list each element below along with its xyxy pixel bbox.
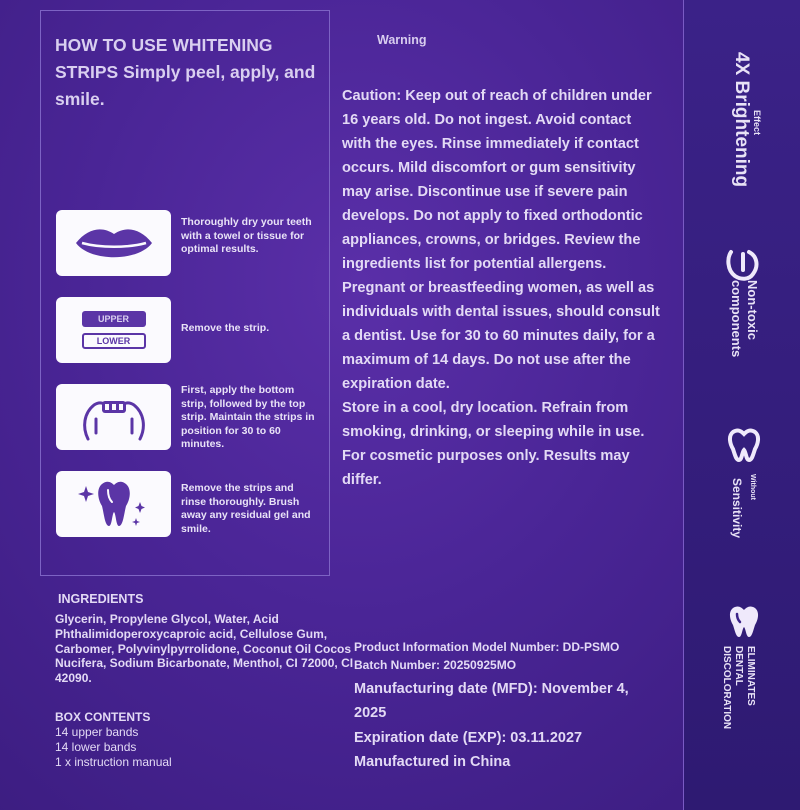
leaf-drop-icon xyxy=(723,246,763,284)
lips-icon xyxy=(74,220,154,266)
step-4-text: Remove the strips and rinse thoroughly. Brush away any residual gel and smile. xyxy=(181,482,311,535)
origin: Manufactured in China xyxy=(354,754,511,770)
box-contents-title: BOX CONTENTS xyxy=(55,710,151,724)
step-3-text: First, apply the bottom strip, followed by the top strip. Maintain the strips in position for 30 to 60 minutes. xyxy=(181,384,315,450)
step-1-icon-box xyxy=(56,210,171,276)
lower-strip-label: LOWER xyxy=(96,336,131,346)
warning-body xyxy=(342,84,660,492)
nontoxic-line2: components xyxy=(729,280,744,358)
effect-label: Effect xyxy=(752,110,762,136)
expiration-date: Expiration date (EXP): 03.11.2027 xyxy=(354,730,583,746)
warning-caution-text: Caution: Keep out of reach of children under 16 years old. Do not ingest. Avoid contact with the eyes. Rinse immediately if contact occurs. Mild discomfort or gum sensitivity may arise. Discontinue use if severe pain develops. Do not apply to fixed orthodontic appliances, crowns, or bridges. Review the ingredients list for potential allergens. Pregnant or breastfeeding women, as well as individuals with dental issues, should consult a dentist. Use for 30 to 60 minutes daily, for a maximum of 14 days. Do not use after the expiration date. xyxy=(342,88,660,392)
sensitivity-label: Sensitivity xyxy=(730,478,744,539)
box-contents-item: 1 x instruction manual xyxy=(55,755,172,769)
manufacturing-date: Manufacturing date (MFD): November 4, 2025 xyxy=(354,681,629,721)
eliminates-line3: DISCOLORATION xyxy=(721,646,732,730)
hands-applying-icon xyxy=(74,389,154,445)
eliminates-line1: ELIMINATES xyxy=(745,646,756,706)
sparkling-tooth-icon xyxy=(74,476,154,532)
nontoxic-line1: Non-toxic xyxy=(745,280,760,340)
step-1-text: Thoroughly dry your teeth with a towel or tissue for optimal results. xyxy=(181,216,312,255)
eliminates-line2: DENTAL xyxy=(733,646,744,686)
box-contents-item: 14 lower bands xyxy=(55,740,137,754)
tooth-icon xyxy=(726,428,762,462)
step-4-icon-box xyxy=(56,471,171,537)
instructions-title: HOW TO USE WHITENING STRIPS Simply peel, apply, and smile. xyxy=(55,35,316,109)
step-2-text: Remove the strip. xyxy=(181,322,270,334)
step-3-icon-box xyxy=(56,384,171,450)
step-2-icon-box xyxy=(56,297,171,363)
strip-icon xyxy=(82,311,146,349)
ingredients-text: Glycerin, Propylene Glycol, Water, Acid Phthalimidoperoxycaproic acid, Cellulose Gum, Carbomer, Polyvinylpyrrolidone, Coconut Oil Cocos Nucifera, Sodium Bicarbonate, Menthol, CI 72000, CI 42090. xyxy=(55,612,354,686)
warning-storage-text: Store in a cool, dry location. Refrain from smoking, drinking, or sleeping while in use. For cosmetic purposes only. Results may differ. xyxy=(342,400,645,488)
upper-strip-label: UPPER xyxy=(97,314,129,324)
ingredients-title: INGREDIENTS xyxy=(58,592,144,606)
sparkle-tooth-icon xyxy=(726,604,762,640)
without-label: Without xyxy=(749,474,756,500)
product-info-header: Product Information Model Number: DD-PSMO Batch Number: 20250925MO xyxy=(354,640,620,672)
effect-value: 4X Brightening xyxy=(731,52,752,188)
box-contents-item: 14 upper bands xyxy=(55,725,139,739)
warning-title: Warning xyxy=(377,33,427,47)
